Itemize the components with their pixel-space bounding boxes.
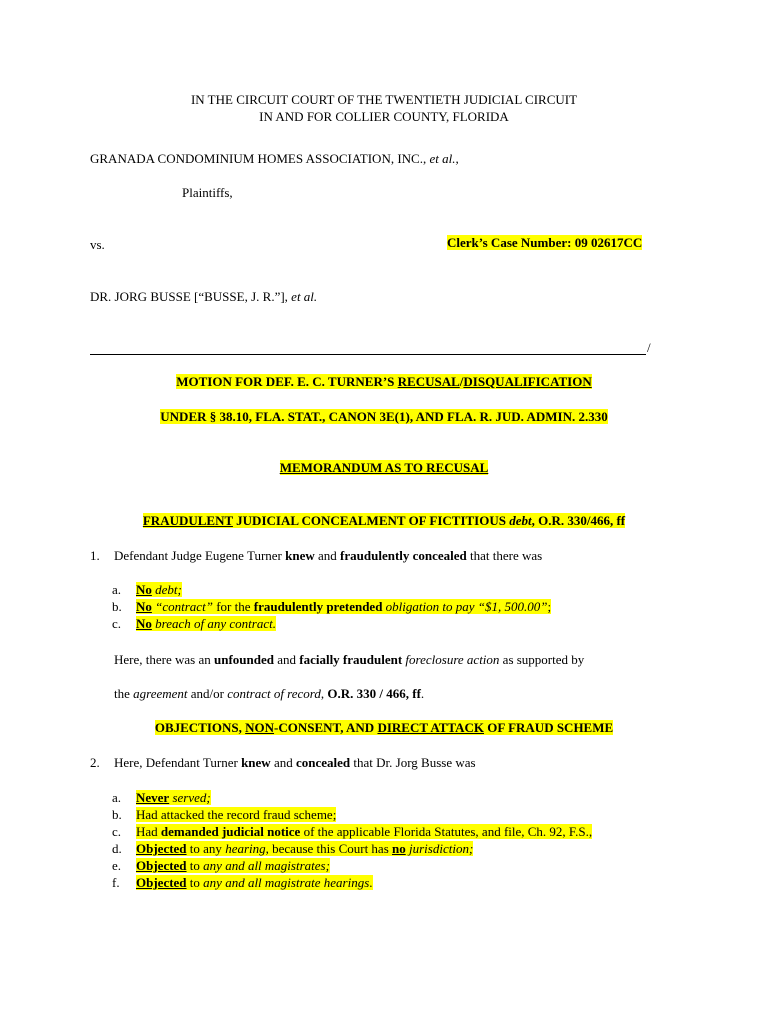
list-item: b. No “contract” for the fraudulently pretended obligation to pay “$1, 500.00”; <box>112 599 552 614</box>
versus-label: vs. <box>90 237 105 252</box>
section2-heading <box>0 720 768 736</box>
list-item: f. Objected to any and all magistrate hearings. <box>112 875 373 890</box>
motion-title-line2 <box>0 409 768 425</box>
motion-title-line2-text: UNDER § 38.10, FLA. STAT., CANON 3E(1), AND FLA. R. JUD. ADMIN. 2.330 <box>160 409 608 424</box>
paragraph-1: 1. Defendant Judge Eugene Turner knew and fraudulently concealed that there was <box>90 548 543 563</box>
motion-title-line1 <box>0 374 768 390</box>
here-paragraph-line1: Here, there was an unfounded and facially fraudulent foreclosure action as supported by <box>114 652 585 667</box>
memorandum-heading-text: MEMORANDUM AS TO RECUSAL <box>279 460 489 475</box>
memorandum-heading <box>0 460 768 476</box>
defendant-etal: et al. <box>291 289 318 304</box>
plaintiffs-label: Plaintiffs, <box>182 185 233 200</box>
section1-heading-text: FRAUDULENT JUDICIAL CONCEALMENT OF FICTITIOUS debt, O.R. 330/466, ff <box>142 513 626 528</box>
list-item: c. Had demanded judicial notice of the applicable Florida Statutes, and file, Ch. 92, F.S., <box>112 824 593 839</box>
list-item: d. Objected to any hearing, because this Court has no jurisdiction; <box>112 841 474 856</box>
case-number <box>447 235 642 251</box>
paragraph-2-number: 2. <box>90 755 100 770</box>
section2-heading-text: OBJECTIONS, NON-CONSENT, AND DIRECT ATTACK OF FRAUD SCHEME <box>154 720 614 735</box>
court-name-line2: IN AND FOR COLLIER COUNTY, FLORIDA <box>259 109 509 124</box>
defendant-name: DR. JORG BUSSE [“BUSSE, J. R.”], <box>90 289 288 304</box>
plaintiff-line <box>90 151 459 167</box>
motion-title-highlight: MOTION FOR DEF. E. C. TURNER’S RECUSAL/DISQUALIFICATION <box>176 374 592 389</box>
list-item: b. Had attacked the record fraud scheme; <box>112 807 337 822</box>
court-name-line1: IN THE CIRCUIT COURT OF THE TWENTIETH JUDICIAL CIRCUIT <box>190 92 578 107</box>
plaintiff-name: GRANADA CONDOMINIUM HOMES ASSOCIATION, INC., <box>90 151 427 166</box>
list-item: e. Objected to any and all magistrates; <box>112 858 330 873</box>
list-item: c. No breach of any contract. <box>112 616 276 631</box>
caption-divider <box>90 354 646 355</box>
case-number-text: Clerk’s Case Number: 09 02617CC <box>447 235 643 250</box>
paragraph-2: 2. Here, Defendant Turner knew and concealed that Dr. Jorg Busse was <box>90 755 476 770</box>
list-item: a. No debt; <box>112 582 182 597</box>
caption-slash: / <box>647 340 651 355</box>
here-paragraph-line2: the agreement and/or contract of record, O.R. 330 / 466, ff. <box>114 686 425 701</box>
list-item: a. Never served; <box>112 790 211 805</box>
section1-heading <box>0 513 768 529</box>
defendant-line <box>90 289 317 305</box>
paragraph-1-number: 1. <box>90 548 100 563</box>
plaintiff-etal: et al., <box>429 151 459 166</box>
